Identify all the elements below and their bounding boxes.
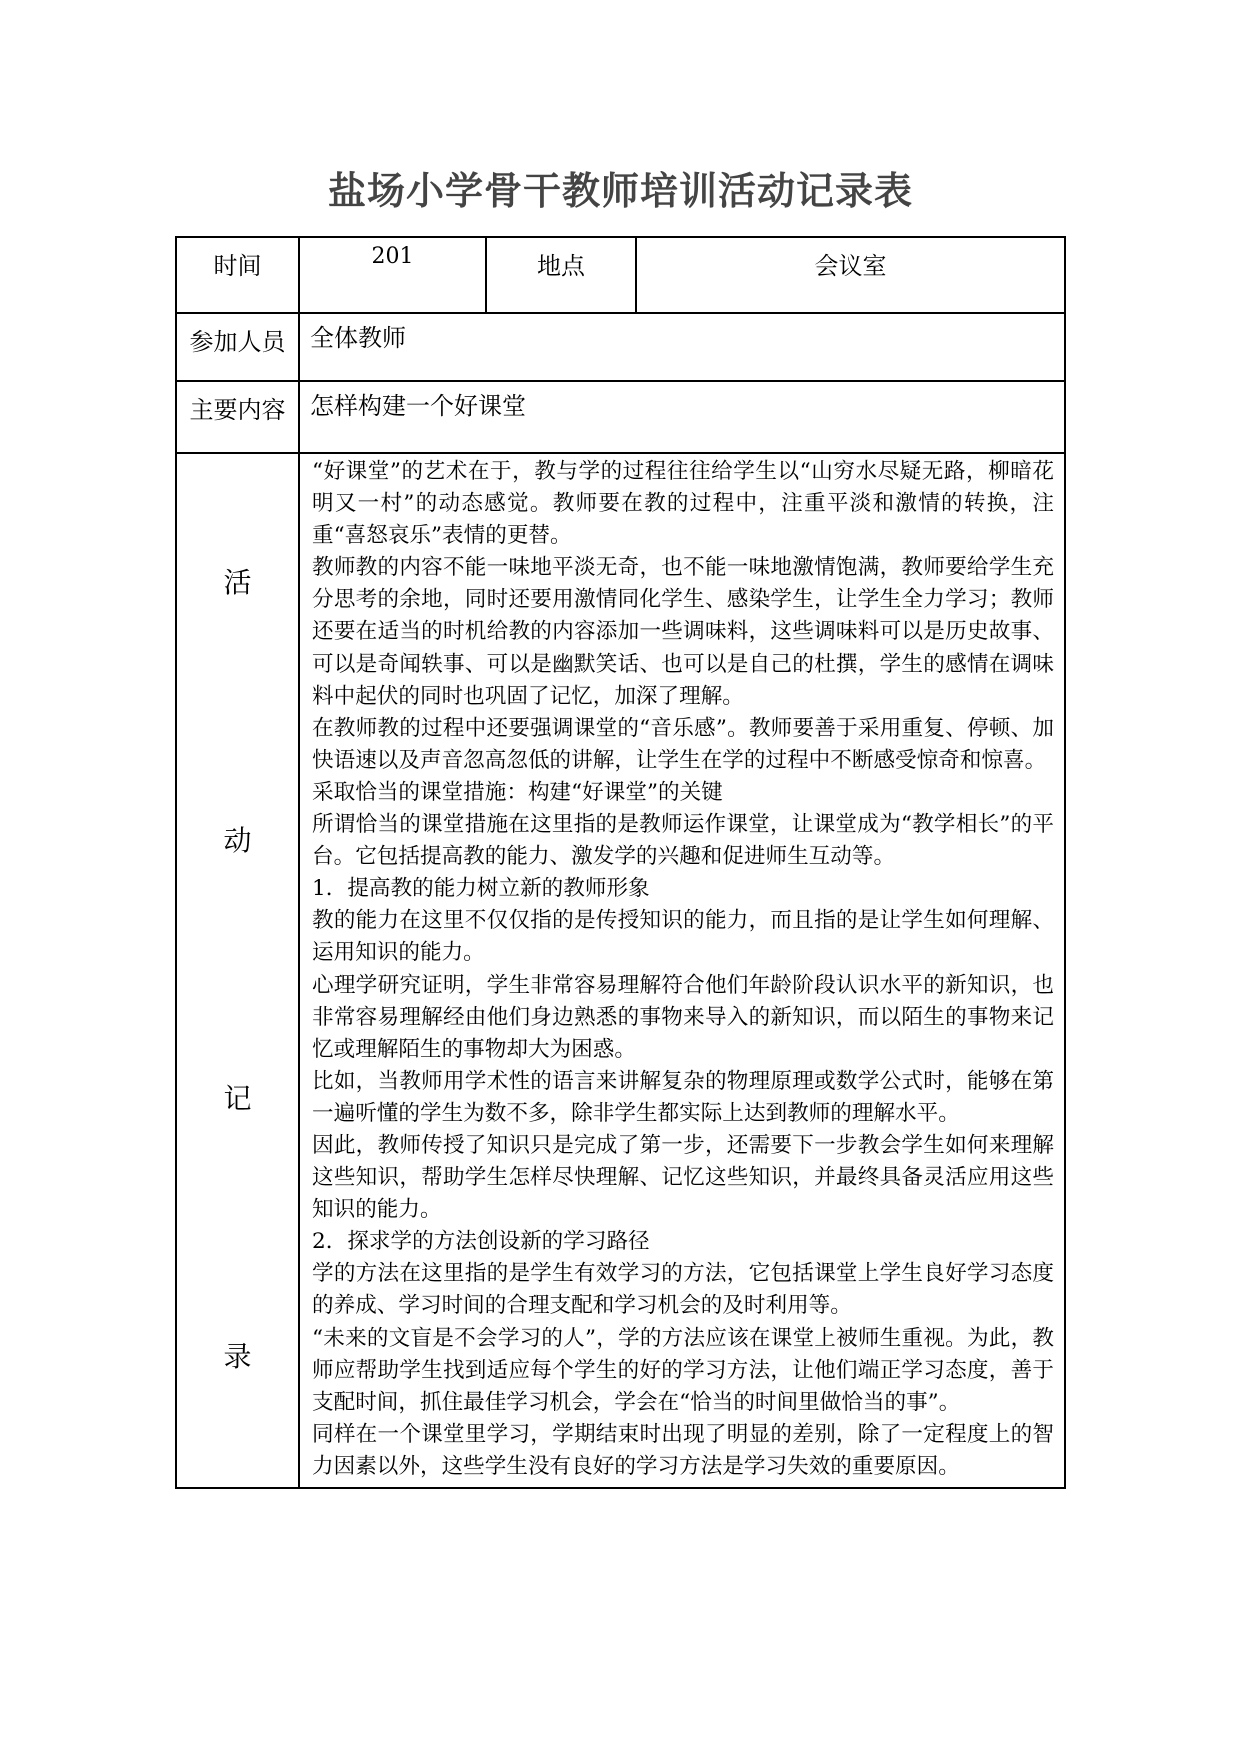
main-content-value: 怎样构建一个好课堂 [299,381,1065,453]
activity-paragraph: “好课堂”的艺术在于，教与学的过程往往给学生以“山穷水尽疑无路，柳暗花明又一村”的动态感觉。教师要在教的过程中，注重平淡和激情的转换，注重“喜怒哀乐”表情的更替。 [312,459,1054,549]
activity-record-label [176,453,299,1488]
activity-paragraph: “未来的文盲是不会学习的人”，学的方法应该在课堂上被师生重视。为此，教师应帮助学生找到适应每个学生的好的学习方法，让他们端正学习态度，善于支配时间，抓住最佳学习机会，学会在“恰当的时间里做恰当的事”。 [312,1325,1054,1415]
participants-label: 参加人员 [176,313,299,381]
activity-label-char: 动 [223,824,252,857]
activity-paragraph: 学的方法在这里指的是学生有效学习的方法，它包括课堂上学生良好学习态度的养成、学习时间的合理支配和学习机会的及时利用等。 [312,1261,1054,1319]
participants-value: 全体教师 [299,313,1065,381]
activity-paragraph: 采取恰当的课堂措施：构建“好课堂”的关键 [312,779,723,805]
record-table [175,236,1066,1489]
time-place-row [176,237,1065,313]
place-value: 会议室 [636,237,1065,313]
activity-label-char: 记 [223,1082,252,1115]
activity-paragraph: 1．提高教的能力树立新的教师形象 [312,876,650,902]
page-title: 盐场小学骨干教师培训活动记录表 [327,168,913,213]
activity-label-char: 录 [223,1340,252,1373]
activity-paragraph: 同样在一个课堂里学习，学期结束时出现了明显的差别，除了一定程度上的智力因素以外，这些学生没有良好的学习方法是学习失效的重要原因。 [312,1421,1054,1479]
time-value: 201 [299,237,486,313]
activity-paragraph: 所谓恰当的课堂措施在这里指的是教师运作课堂，让课堂成为“教学相长”的平台。它包括提高教的能力、激发学的兴趣和促进师生互动等。 [312,812,1054,870]
activity-record-content [299,453,1065,1488]
activity-paragraph: 在教师教的过程中还要强调课堂的“音乐感”。教师要善于采用重复、停顿、加快语速以及声音忽高忽低的讲解，让学生在学的过程中不断感受惊奇和惊喜。 [312,715,1054,773]
activity-label-char: 活 [223,566,252,599]
activity-paragraph: 教师教的内容不能一味地平淡无奇，也不能一味地激情饱满，教师要给学生充分思考的余地，同时还要用激情同化学生、感染学生，让学生全力学习；教师还要在适当的时机给教的内容添加一些调味料，这些调味料可以是历史故事、可以是奇闻轶事、可以是幽默笑话、也可以是自己的杜撰，学生的感情在调味料中起伏的同时也巩固了记忆，加深了理解。 [312,555,1054,709]
main-content-label: 主要内容 [176,381,299,453]
place-label: 地点 [486,237,636,313]
activity-paragraph: 教的能力在这里不仅仅指的是传授知识的能力，而且指的是让学生如何理解、运用知识的能力。 [312,908,1054,966]
activity-paragraph: 2．探求学的方法创设新的学习路径 [312,1229,650,1255]
activity-paragraph: 因此，教师传授了知识只是完成了第一步，还需要下一步教会学生如何来理解这些知识，帮助学生怎样尽快理解、记忆这些知识，并最终具备灵活应用这些知识的能力。 [312,1132,1054,1223]
activity-paragraph: 心理学研究证明，学生非常容易理解符合他们年龄阶段认识水平的新知识，也非常容易理解经由他们身边熟悉的事物来导入的新知识，而以陌生的事物来记忆或理解陌生的事物却大为困惑。 [312,972,1054,1062]
time-label: 时间 [176,237,299,313]
activity-record-row [176,453,1065,1488]
main-content-row [176,381,1065,453]
activity-paragraph: 比如，当教师用学术性的语言来讲解复杂的物理原理或数学公式时，能够在第一遍听懂的学生为数不多，除非学生都实际上达到教师的理解水平。 [312,1068,1054,1126]
participants-row [176,313,1065,381]
